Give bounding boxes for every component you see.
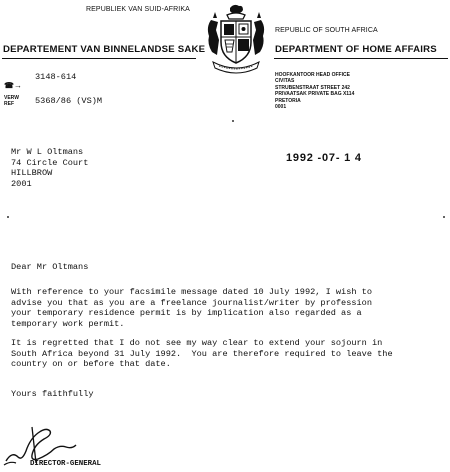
letterhead-left-rule	[2, 58, 196, 59]
letterhead-right-department: DEPARTMENT OF HOME AFFAIRS	[275, 44, 437, 55]
recipient-suburb: HILLBROW	[11, 168, 53, 179]
margin-mark	[7, 216, 9, 218]
body-paragraph: With reference to your facsimile message dated 10 July 1992, I wish to advise you that as you are a freelance journalist/writer by profession your temporary residence permit is by implication also regarded as a temporary work permit.	[11, 287, 372, 330]
office-line: CIVITAS	[275, 78, 295, 85]
telephone-icon: ☎→	[4, 81, 22, 90]
reference-label: VERW REF	[4, 95, 19, 107]
office-line: 0001	[275, 104, 287, 111]
letterhead-right-rule	[274, 58, 448, 59]
signatory-title: DIRECTOR-GENERAL	[30, 460, 101, 468]
office-line: PRETORIA	[275, 97, 301, 104]
body-paragraph: It is regretted that I do not see my way clear to extend your sojourn in South Africa beyond 31 July 1992. You are therefore required to leave the country on or before that date.	[11, 337, 393, 370]
recipient-address	[11, 147, 88, 189]
letter-body	[11, 287, 447, 378]
coat-of-arms-icon	[203, 2, 269, 76]
office-line: STRUBENSTRAAT STREET 242	[275, 84, 350, 91]
reference-number: 5368/86 (VS)M	[35, 96, 103, 106]
letterhead-right-title: REPUBLIC OF SOUTH AFRICA	[275, 27, 378, 34]
closing: Yours faithfully	[11, 389, 94, 399]
date-stamp: 1992 -07- 1 4	[286, 152, 362, 164]
letterhead-left-department: DEPARTEMENT VAN BINNELANDSE SAKE	[3, 44, 206, 55]
salutation: Dear Mr Oltmans	[11, 262, 89, 272]
office-line: HOOFKANTOOR HEAD OFFICE	[275, 72, 350, 78]
recipient-street: 74 Circle Court	[11, 157, 89, 168]
telephone-number: 3148-614	[35, 72, 77, 82]
margin-mark	[443, 216, 445, 218]
office-address	[275, 72, 354, 110]
recipient-postcode: 2001	[11, 178, 32, 189]
office-line: PRIVAATSAK PRIVATE BAG X114	[275, 91, 355, 98]
letterhead-left-title: REPUBLIEK VAN SUID-AFRIKA	[86, 6, 190, 13]
recipient-name: Mr W L Oltmans	[11, 147, 84, 157]
margin-mark	[232, 120, 234, 122]
